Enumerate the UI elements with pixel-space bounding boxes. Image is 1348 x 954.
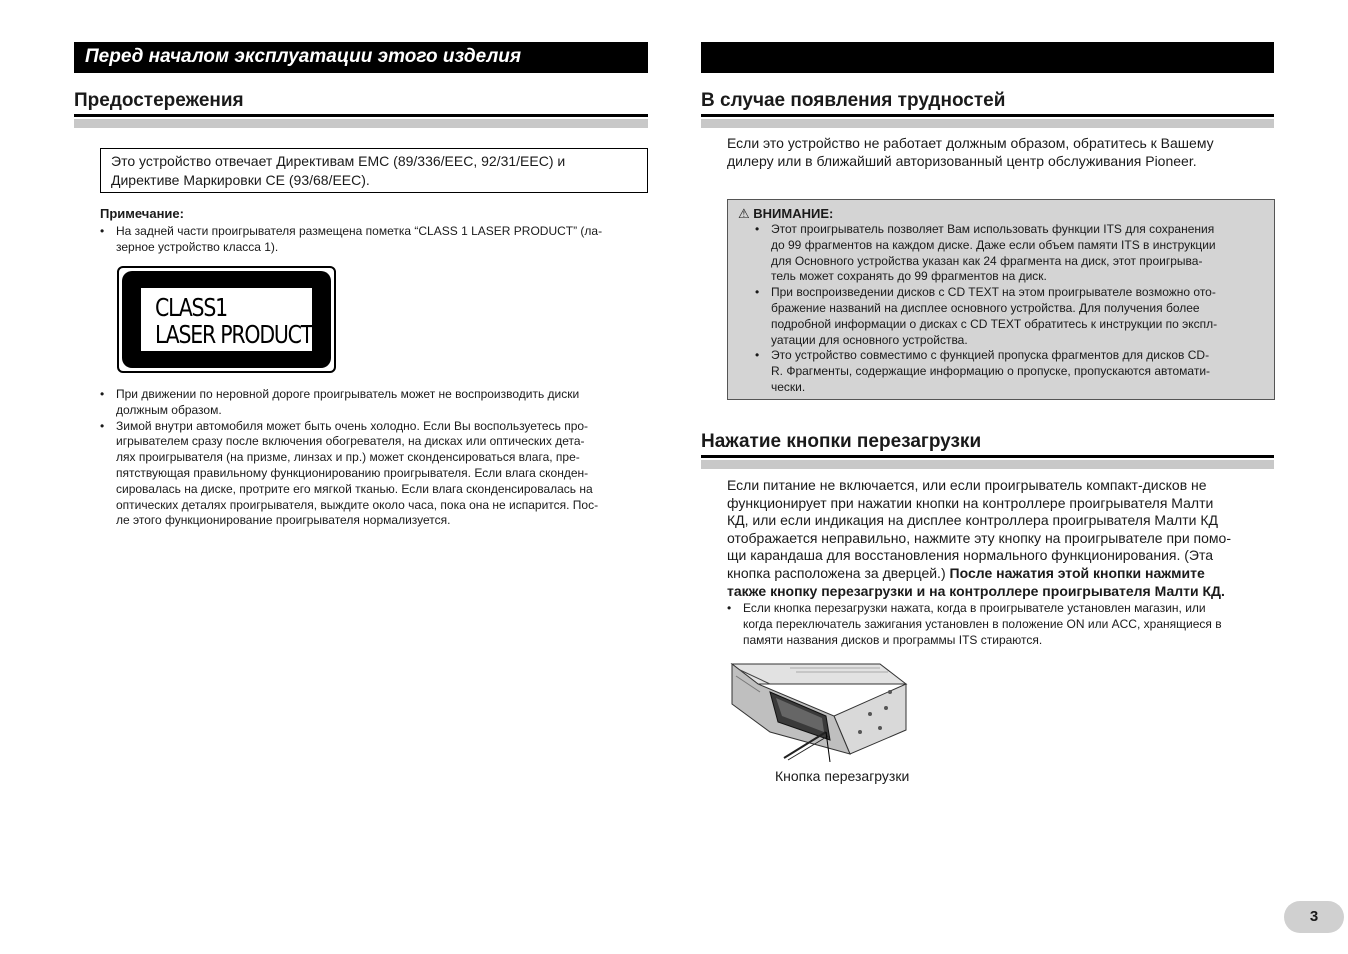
troubleshooting-text: Если это устройство не работает должным образом, обратитесь к Вашему дилеру или в ближайший авторизованный центр обслуживания Pioneer. — [727, 135, 1214, 169]
note-bullet: • На задней части проигрывателя размещена пометка “CLASS 1 LASER PRODUCT” (ла- зерное устройство класса 1). — [100, 224, 660, 256]
note-label: Примечание: — [100, 206, 184, 221]
section-title-precautions: Предостережения — [74, 90, 244, 111]
warning-label: ВНИМАНИЕ: — [753, 206, 834, 221]
warning-bullet: • При воспроизведении дисков с CD TEXT на этом проигрывателе возможно ото- бражение названий на дисплее основного устройства. Для получения более подробной информации о дисках с CD TEXT обратитесь к инструкции по экспл- уатации для основного устройства. — [738, 285, 1264, 348]
section-title-reset: Нажатие кнопки перезагрузки — [701, 431, 982, 452]
section-title-troubleshooting: В случае появления трудностей — [701, 90, 1006, 111]
precaution-bullet: • Зимой внутри автомобиля может быть очень холодно. Если Вы воспользуетесь про- игрывателем сразу после включения обогревателя, на дисках или оптических дета- лях проигрывателя (на призме, линзах и пр.) может сконденсироваться влага, пре- пятствующая правильному функционированию проигрывателя. Если влага сконден- сировалась на диске, протрите его мягкой тканью. Если влага сконденсировалась на оптических деталях проигрывателя, выждите около часа, пока она не испарится. Пос- ле этого функционирование проигрывателя нормализуется. — [100, 419, 660, 530]
section-rule-black — [701, 114, 1274, 117]
reset-bullet-list — [727, 601, 1277, 648]
cd-player-illustration — [730, 662, 910, 762]
warning-box — [727, 199, 1275, 400]
warning-bullet: • Это устройство совместимо с функцией пропуска фрагментов для дисков CD- R. Фрагменты, содержащие информацию о пропуске, пропускаются автомати- чески. — [738, 348, 1264, 395]
precaution-bullet: • При движении по неровной дороге проигрыватель может не воспроизводить диски должным образом. — [100, 387, 660, 419]
precaution-bullet-list — [100, 387, 660, 529]
compliance-notice-line: Это устройство отвечает Директивам EMC (89/336/EEC, 92/31/EEC) и — [111, 153, 566, 169]
laser-product-label — [117, 266, 336, 373]
section-rule-gray — [701, 460, 1274, 469]
note-bullet-list — [100, 224, 660, 256]
section-rule-black — [74, 114, 648, 117]
section-rule-black — [701, 455, 1274, 458]
reset-bullet: • Если кнопка перезагрузки нажата, когда в проигрывателе установлен магазин, или когда переключатель зажигания установлен в положение ON или ACC, хранящиеся в памяти названия дисков и программы ITS стираются. — [727, 601, 1277, 648]
figure-caption: Кнопка перезагрузки — [775, 768, 910, 784]
warning-heading — [738, 206, 1264, 222]
left-header-bar — [74, 42, 648, 73]
warning-bullet: • Этот проигрыватель позволяет Вам использовать функции ITS для сохранения до 99 фрагментов на каждом диске. Даже если объем памяти ITS в инструкции для Основного устройства указан как 24 фрагмента на диск, этот проигрыва- тель может сохранять до 99 фрагментов на диск. — [738, 222, 1264, 285]
laser-label-line2: LASER PRODUCT — [155, 320, 313, 349]
laser-label-line1: CLASS1 — [155, 293, 227, 322]
section-rule-gray — [74, 119, 648, 128]
page-number-badge: 3 — [1284, 901, 1344, 933]
right-header-bar — [701, 42, 1274, 73]
compliance-notice-box — [100, 148, 648, 193]
compliance-notice-line: Директиве Маркировки CE (93/68/EEC). — [111, 172, 370, 188]
warning-triangle-icon: ⚠ — [738, 206, 750, 221]
left-header-title: Перед началом эксплуатации этого изделия — [85, 46, 522, 67]
reset-text: Если питание не включается, или если проигрыватель компакт-дисков не функционирует при нажатии кнопки на контроллере проигрывателя Малти КД, или если индикация на дисплее контроллера проигрывателя Малти КД отображается неправильно, нажмите эту кнопку на проигрывателе при помо- щи карандаша для восстановления нормального функционирования. (Эта кнопка расположена за дверцей.) После нажатия этой кнопки нажмите также кнопку перезагрузки и на контроллере проигрывателя Малти КД. — [727, 477, 1231, 599]
section-rule-gray — [701, 119, 1274, 128]
warning-bullet-list — [738, 222, 1264, 396]
